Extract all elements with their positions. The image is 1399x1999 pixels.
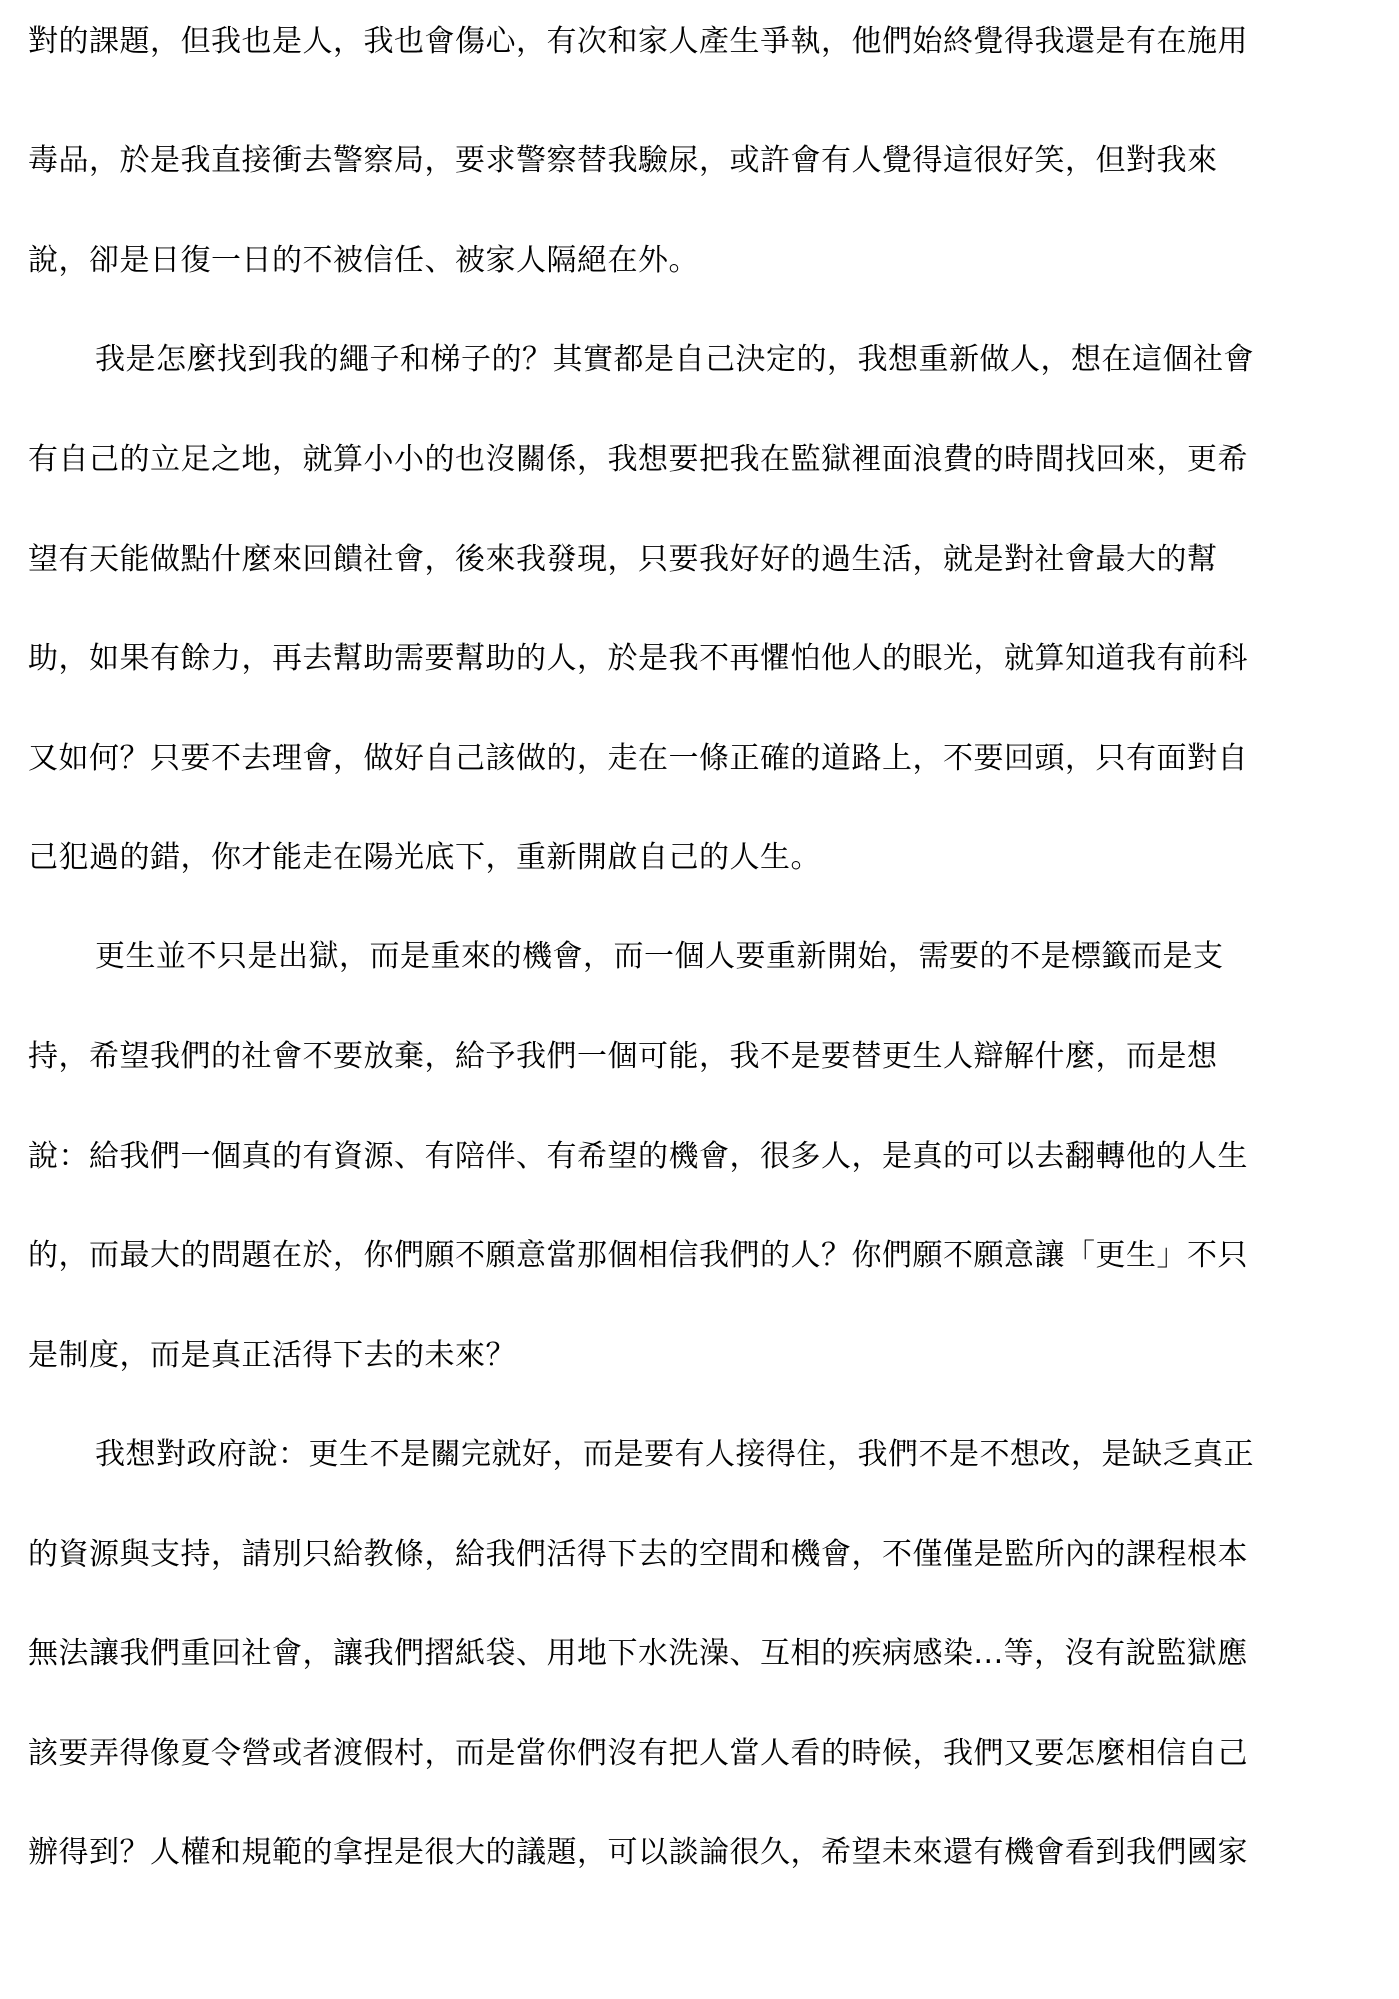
text-line-2: 毒品，於是我直接衝去警察局，要求警察替我驗尿，或許會有人覺得這很好笑，但對我來 [28, 143, 1218, 178]
text-line-16: 的資源與支持，請別只給教條，給我們活得下去的空間和機會，不僅僅是監所內的課程根本 [28, 1537, 1248, 1572]
text-line-19: 辦得到？人權和規範的拿捏是很大的議題，可以談論很久，希望未來還有機會看到我們國家 [28, 1835, 1248, 1870]
text-line-8: 又如何？只要不去理會，做好自己該做的，走在一條正確的道路上，不要回頭，只有面對自 [28, 741, 1248, 776]
text-line-9: 己犯過的錯，你才能走在陽光底下，重新開啟自己的人生。 [28, 840, 821, 875]
text-line-18: 該要弄得像夏令營或者渡假村，而是當你們沒有把人當人看的時候，我們又要怎麼相信自己 [28, 1736, 1248, 1771]
text-line-13: 的，而最大的問題在於，你們願不願意當那個相信我們的人？你們願不願意讓「更生」不只 [28, 1238, 1248, 1273]
text-line-12: 說：給我們一個真的有資源、有陪伴、有希望的機會，很多人，是真的可以去翻轉他的人生 [28, 1139, 1248, 1174]
text-line-4: 我是怎麼找到我的繩子和梯子的？其實都是自己決定的，我想重新做人，想在這個社會 [95, 342, 1254, 377]
text-line-15: 我想對政府說：更生不是關完就好，而是要有人接得住，我們不是不想改，是缺乏真正 [95, 1437, 1254, 1472]
text-line-5: 有自己的立足之地，就算小小的也沒關係，我想要把我在監獄裡面浪費的時間找回來，更希 [28, 442, 1248, 477]
text-line-10: 更生並不只是出獄，而是重來的機會，而一個人要重新開始，需要的不是標籤而是支 [95, 939, 1224, 974]
text-line-11: 持，希望我們的社會不要放棄，給予我們一個可能，我不是要替更生人辯解什麼，而是想 [28, 1039, 1218, 1074]
text-line-17: 無法讓我們重回社會，讓我們摺紙袋、用地下水洗澡、互相的疾病感染...等，沒有說監獄應 [28, 1636, 1248, 1671]
text-line-14: 是制度，而是真正活得下去的未來？ [28, 1338, 516, 1373]
text-line-3: 說，卻是日復一日的不被信任、被家人隔絕在外。 [28, 243, 699, 278]
text-line-1: 對的課題，但我也是人，我也會傷心，有次和家人產生爭執，他們始終覺得我還是有在施用 [28, 24, 1248, 59]
text-line-7: 助，如果有餘力，再去幫助需要幫助的人，於是我不再懼怕他人的眼光，就算知道我有前科 [28, 641, 1248, 676]
text-line-6: 望有天能做點什麼來回饋社會，後來我發現，只要我好好的過生活，就是對社會最大的幫 [28, 542, 1218, 577]
